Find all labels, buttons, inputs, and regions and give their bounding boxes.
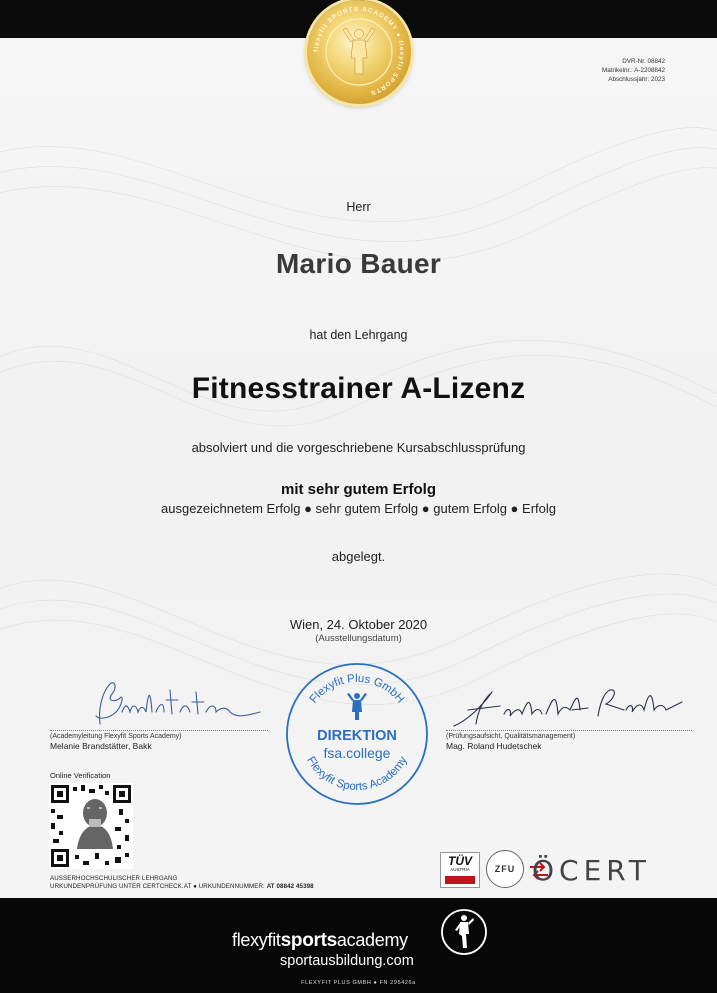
brand-wordmark bbox=[232, 930, 408, 952]
stamp-title: DIREKTION bbox=[317, 728, 397, 744]
left-signer-role: (Academyleitung Flexyfit Sports Academy) bbox=[50, 733, 182, 740]
tuv-label: TÜV bbox=[448, 854, 472, 868]
grade-scale: ausgezeichnetem Erfolg ● sehr gutem Erfolg ● gutem Erfolg ● Erfolg bbox=[161, 501, 556, 516]
right-signature bbox=[448, 680, 688, 732]
stamp-top-arc: Flexyfit Plus GmbH bbox=[307, 672, 407, 706]
left-signature bbox=[70, 672, 270, 734]
accreditation-logos bbox=[440, 850, 672, 890]
right-signer-name: Mag. Roland Hudetschek bbox=[446, 741, 542, 751]
stamp-bottom-arc: Flexyfit Sports Academy bbox=[304, 754, 410, 794]
verification-qr-code[interactable] bbox=[49, 783, 133, 869]
registry-info bbox=[602, 57, 665, 84]
brand-name-part-1: flexyfit bbox=[232, 930, 281, 950]
course-intro: hat den Lehrgang bbox=[309, 328, 408, 342]
zfu-logo bbox=[486, 850, 524, 888]
tuv-logo bbox=[440, 852, 480, 888]
certificate-number: AT 08842 45398 bbox=[266, 883, 314, 890]
verification-label: Online Verification bbox=[50, 771, 111, 780]
zfu-label: ZFU bbox=[494, 864, 516, 874]
tuv-sublabel: AUSTRIA bbox=[450, 867, 470, 872]
dvr-number: DVR-Nr. 08842 bbox=[622, 58, 665, 65]
graduation-year: Abschlussjahr: 2023 bbox=[608, 76, 665, 83]
seal-ring-text: flexyfit SPORTS ACADEMY ● flexyfit SPORTS bbox=[312, 5, 406, 97]
verification-footnote bbox=[50, 875, 314, 891]
completion-text: absolviert und die vorgeschriebene Kursabschlussprüfung bbox=[191, 440, 526, 455]
brand-legal: FLEXYFIT PLUS GMBH ● FN 295426a bbox=[301, 980, 416, 986]
result-grade: mit sehr gutem Erfolg bbox=[280, 481, 437, 498]
recipient-name: Mario Bauer bbox=[275, 248, 442, 279]
right-signer-role: (Prüfungsaufsicht, Qualitätsmanagement) bbox=[446, 733, 576, 740]
course-title: Fitnesstrainer A-Lizenz bbox=[191, 372, 526, 405]
ocert-logo: ÖCERT bbox=[532, 854, 651, 887]
direction-stamp bbox=[283, 660, 431, 808]
athlete-gold-seal-icon bbox=[307, 0, 411, 104]
footnote-line-1: AUSSERHOCHSCHULISCHER LEHRGANG bbox=[50, 875, 178, 882]
tuv-red-bar bbox=[445, 876, 475, 884]
matrikel-number: Matrikelnr.: A-2208842 bbox=[601, 67, 665, 74]
left-signer-name: Melanie Brandstätter, Bakk bbox=[50, 741, 152, 751]
salutation: Herr bbox=[346, 200, 371, 214]
brand-name-part-3: academy bbox=[336, 930, 408, 950]
brand-name-part-2: sports bbox=[280, 930, 337, 951]
right-signature-line bbox=[446, 730, 692, 731]
closing-text: abgelegt. bbox=[331, 549, 386, 564]
stamp-subtitle: fsa.college bbox=[323, 745, 391, 761]
place-date: Wien, 24. Oktober 2020 bbox=[289, 617, 428, 632]
runner-figure-icon bbox=[347, 693, 367, 720]
runner-figure-icon bbox=[440, 908, 488, 956]
brand-url[interactable]: sportausbildung.com bbox=[280, 953, 414, 969]
issue-date-label: (Ausstellungsdatum) bbox=[315, 633, 402, 644]
left-signature-line bbox=[50, 730, 268, 731]
footnote-line-2: URKUNDENPRÜFUNG UNTER CERTCHECK.AT ● URKUNDENNUMMER: bbox=[50, 883, 265, 890]
